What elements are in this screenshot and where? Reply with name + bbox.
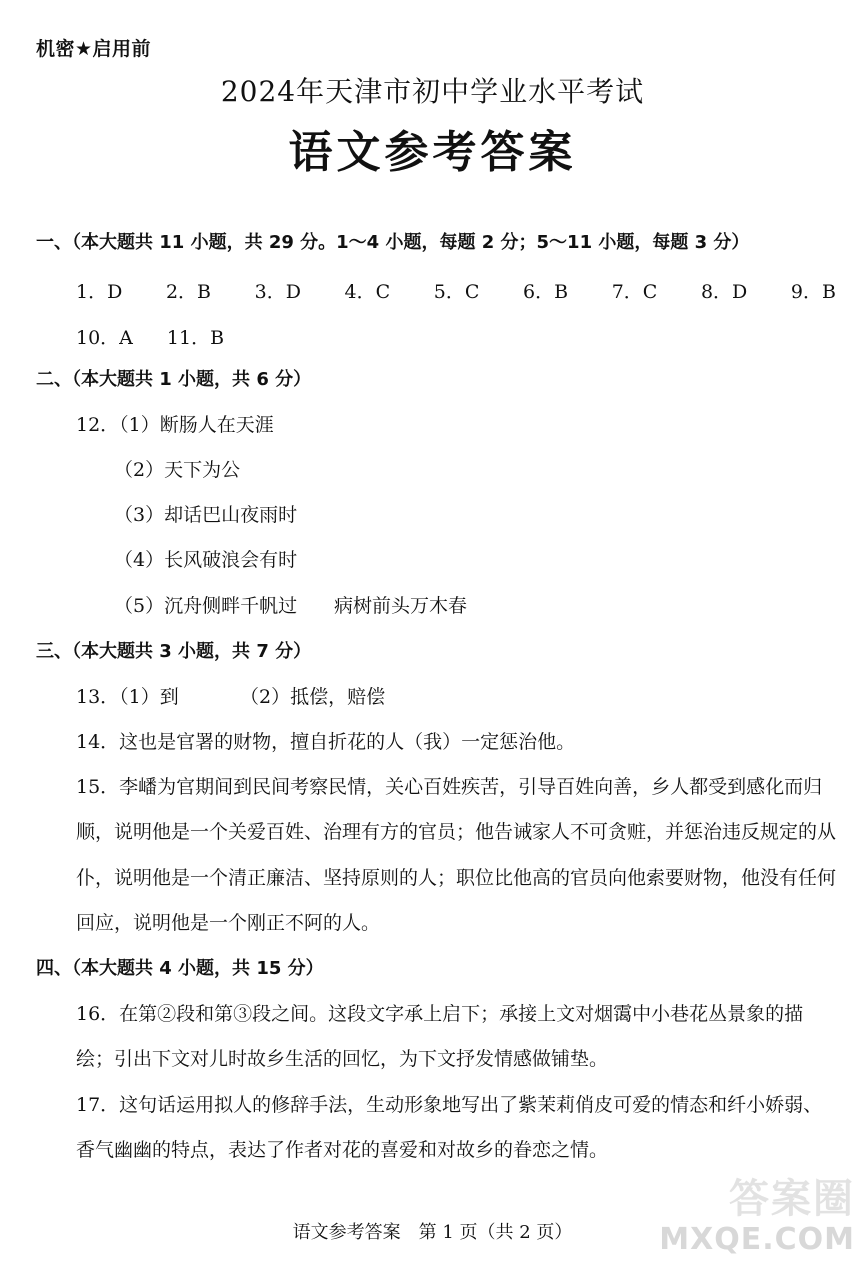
watermark-site-text: MXQE.COM	[659, 1222, 855, 1257]
answer-item: 10．A	[76, 327, 133, 349]
section3-heading: 三、（本大题共 3 小题，共 7 分）	[36, 641, 312, 662]
q15-answer: 15．李嶓为官期间到民间考察民情，关心百姓疾苦，引导百姓向善，乡人都受到感化而归顺，说明他是一个关爱百姓、治理有方的官员；他告诫家人不可贪赃，并惩治违反规定的从仆，说明他是一个清正廉洁、坚持原则的人；职位比他高的官员向他索要财物，他没有任何回应，说明他是一个刚正不阿的人。	[76, 776, 837, 934]
q17-answer: 17．这句话运用拟人的修辞手法，生动形象地写出了紫茉莉俏皮可爱的情态和纤小娇弱、香气幽幽的特点，表达了作者对花的喜爱和对故乡的眷恋之情。	[76, 1094, 823, 1162]
answer-item: 4．C	[344, 281, 391, 303]
q13-part1: 13．（1）到	[76, 686, 179, 708]
confidential-label: 机密★启用前	[36, 38, 152, 60]
answer-item: 9．B	[790, 281, 836, 303]
q13-part2: （2）抵偿，赔偿	[240, 686, 386, 708]
answer-item: 5．C	[433, 281, 480, 303]
q12-part3: （3）却话巴山夜雨时	[114, 504, 298, 526]
answer-item: 1．D	[76, 281, 123, 303]
answer-item: 11．B	[166, 327, 225, 349]
section1-answers-row1	[76, 277, 836, 304]
watermark-logo	[659, 1167, 855, 1257]
section1-answers-row2	[76, 323, 224, 350]
answer-item: 2．B	[165, 281, 211, 303]
answer-item: 8．D	[700, 281, 748, 303]
exam-title: 2024年天津市初中学业水平考试	[220, 75, 645, 108]
section1-heading: 一、（本大题共 11 小题，共 29 分。1～4 小题，每题 2 分；5～11 小题，每题 3 分）	[36, 232, 750, 253]
watermark-logo-text: 答案圈	[729, 1176, 855, 1222]
section4-heading: 四、（本大题共 4 小题，共 15 分）	[36, 958, 324, 979]
q12-part5a: （5）沉舟侧畔千帆过	[114, 595, 298, 617]
q12-part4: （4）长风破浪会有时	[114, 549, 298, 571]
q16-answer: 16．在第②段和第③段之间。这段文字承上启下；承接上文对烟霭中小巷花丛景象的描绘；引出下文对儿时故乡生活的回忆，为下文抒发情感做铺垫。	[76, 1003, 804, 1071]
answer-item: 6．B	[523, 281, 569, 303]
document-title: 语文参考答案	[288, 127, 577, 178]
section2-heading: 二、（本大题共 1 小题，共 6 分）	[36, 369, 312, 390]
answer-item: 7．C	[611, 281, 658, 303]
q12-part2: （2）天下为公	[114, 459, 241, 481]
q12-part1: 12．（1）断肠人在天涯	[76, 414, 274, 436]
q14-answer: 14．这也是官署的财物，擅自折花的人（我）一定惩治他。	[76, 731, 576, 753]
q12-part5b: 病树前头万木春	[334, 595, 468, 617]
page-footer: 语文参考答案 第 1 页（共 2 页）	[292, 1222, 573, 1243]
answer-item: 3．D	[254, 281, 301, 303]
